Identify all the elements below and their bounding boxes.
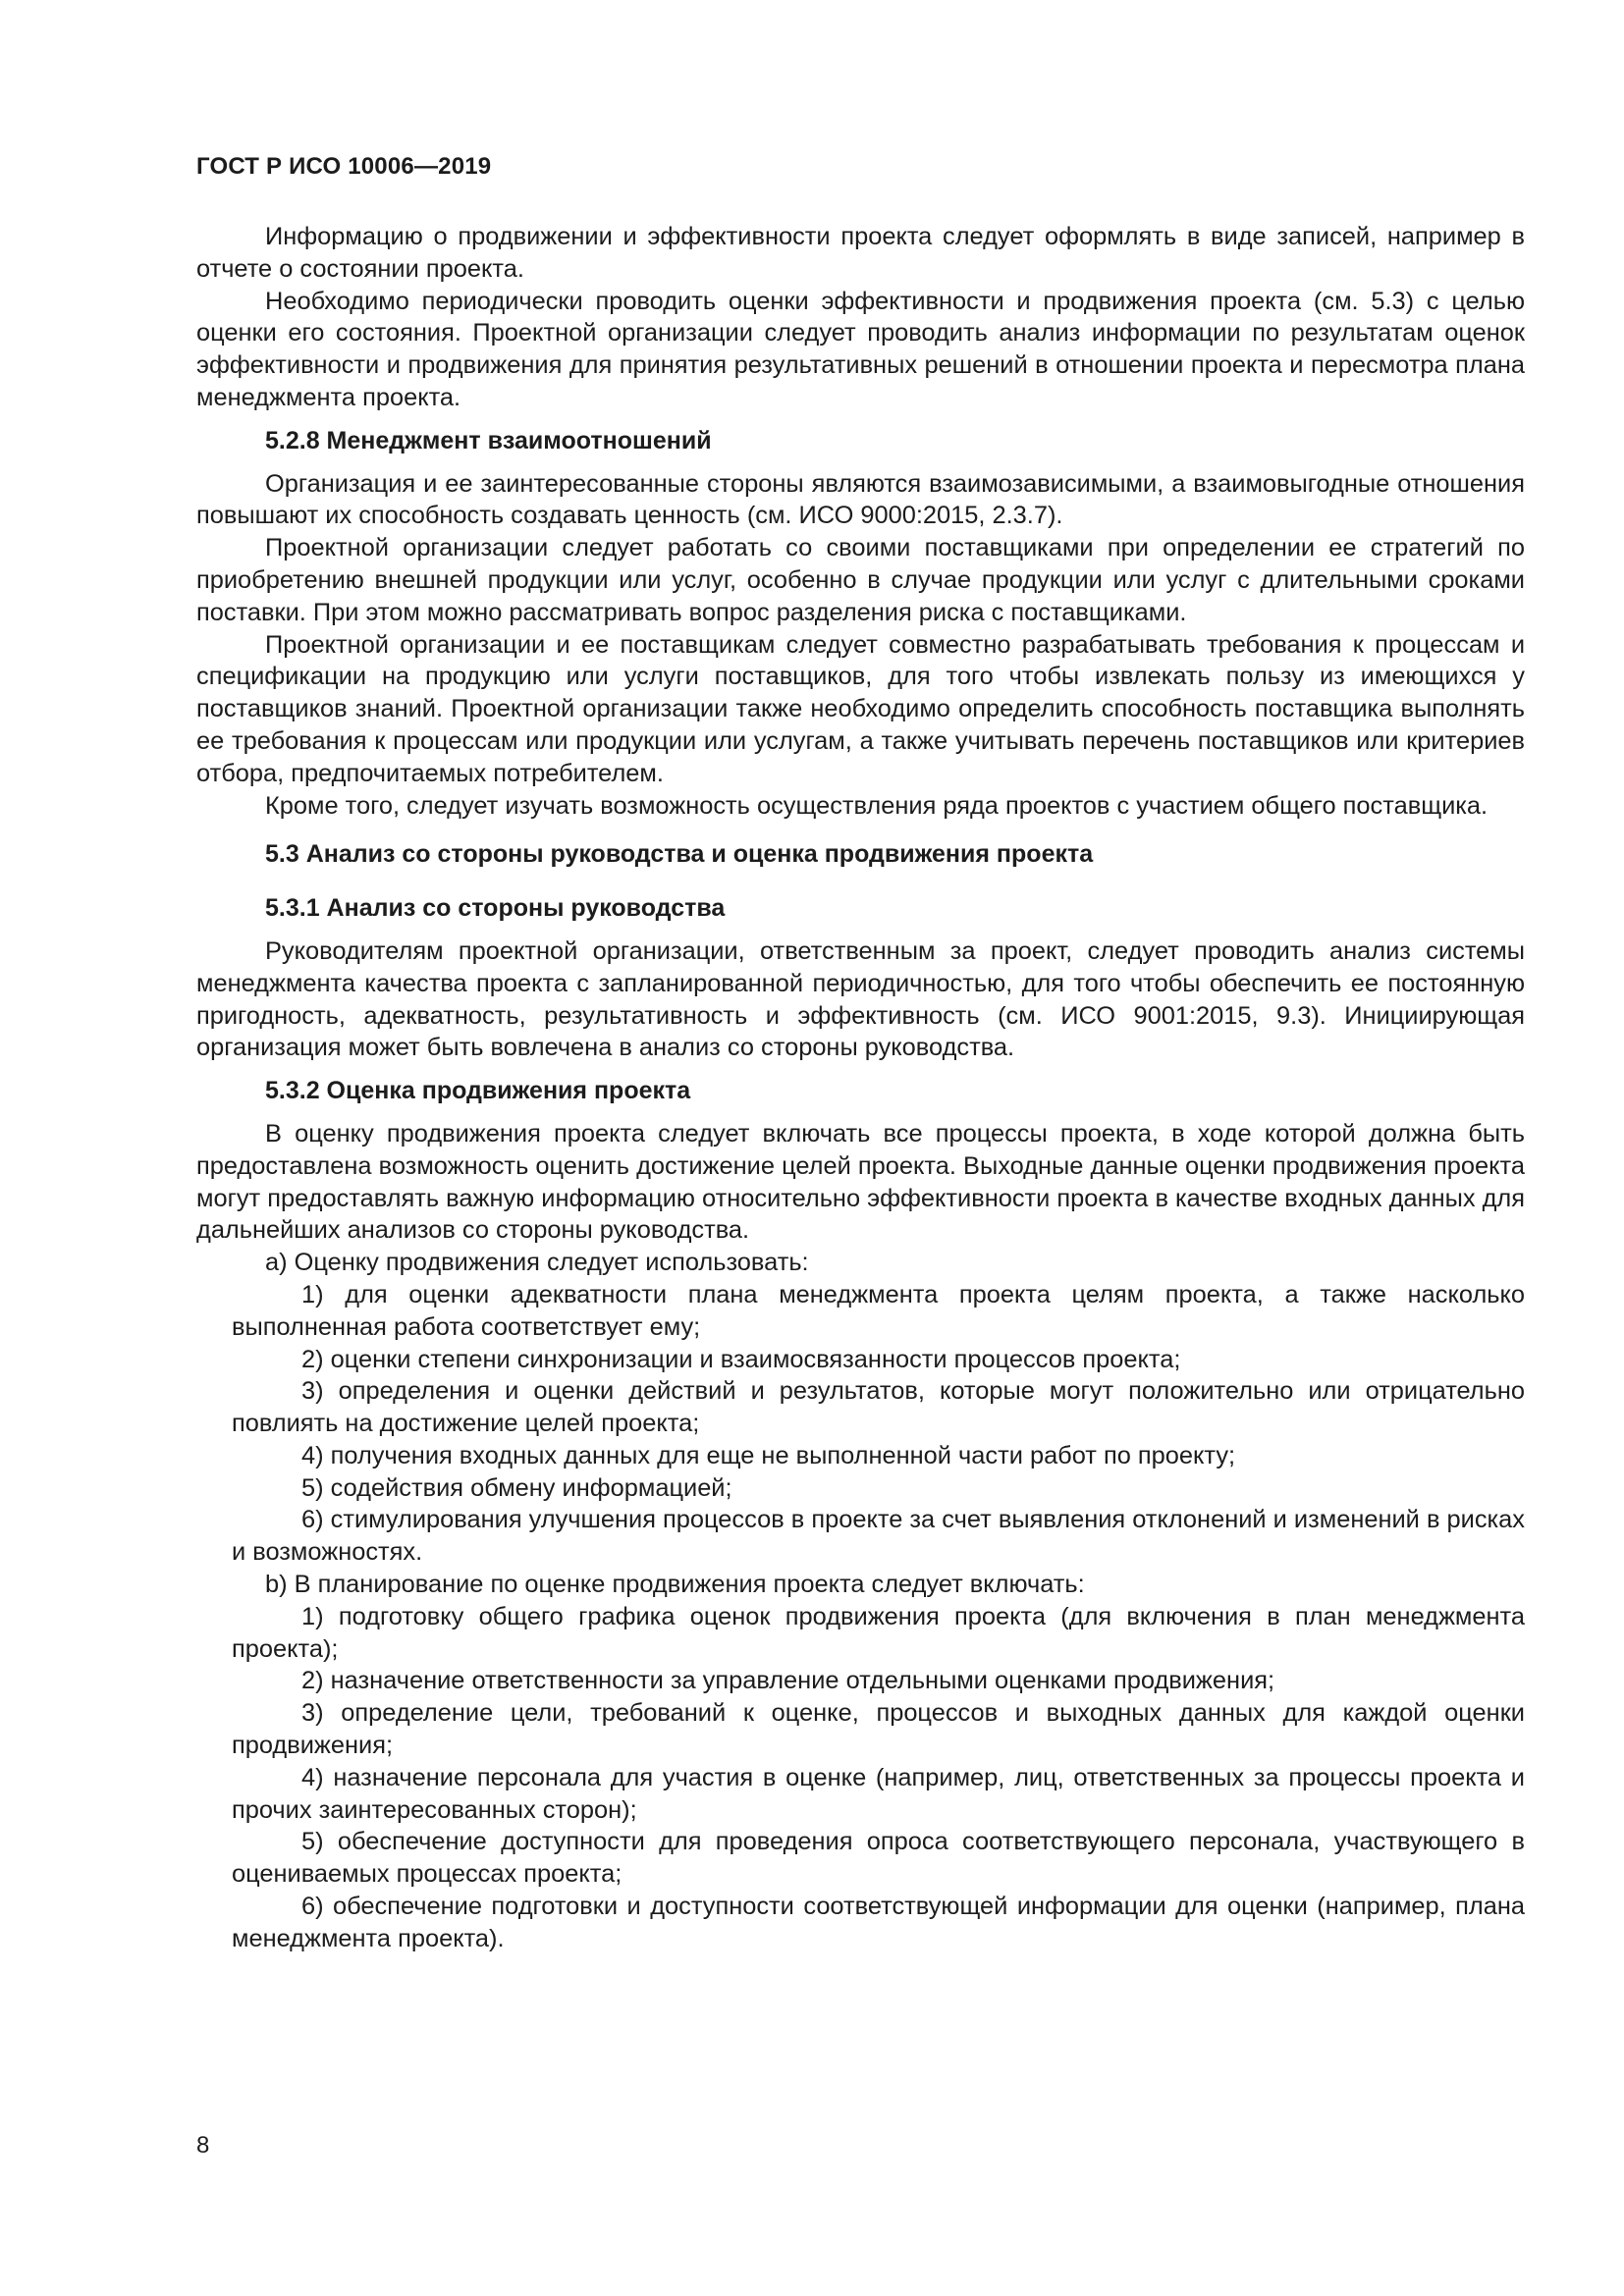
paragraph: Проектной организации следует работать со своими поставщиками при определении ее стратегий по приобретению внешней продукции или услуг, особенно в случае продукции или услуг с длительными сроками поставки. При этом можно рассматривать вопрос разделения риска с поставщиками. [196,534,1525,626]
paragraph: Информацию о продвижении и эффективности проекта следует оформлять в виде записей, например в отчете о состоянии проекта. [196,223,1525,283]
list-item: 3) определения и оценки действий и результатов, которые могут положительно или отрицательно повлиять на достижение целей проекта; [232,1377,1525,1438]
list-item: 3) определение цели, требований к оценке, процессов и выходных данных для каждой оценки продвижения; [232,1699,1525,1760]
list-item: 1) для оценки адекватности плана менеджмента проекта целям проекта, а также насколько выполненная работа соответствует ему; [232,1280,1525,1341]
paragraph: Руководителям проектной организации, ответственным за проект, следует проводить анализ системы менеджмента качества проекта с запланированной периодичностью, для того чтобы обеспечить ее постоянную пригодность, адекватность, результативность и эффективность (см. ИСО 9001:2015, 9.3). Инициирующая организация может быть вовлечена в анализ со стороны руководства. [196,936,1525,1062]
list-item: 4) получения входных данных для еще не выполненной части работ по проекту; [301,1441,1236,1469]
paragraph: Кроме того, следует изучать возможность осуществления ряда проектов с участием общего поставщика. [265,791,1489,820]
paragraph: Проектной организации и ее поставщикам следует совместно разрабатывать требования к процессам и спецификации на продукцию или услуги поставщиков, для того чтобы извлекать пользу из имеющихся у поставщиков знаний. Проектной организации также необходимо определить способность поставщика выполнять ее требования к процессам или продукции или услугам, а также учитывать перечень поставщиков или критериев отбора, предпочитаемых потребителем. [196,630,1525,787]
list-item: 5) обеспечение доступности для проведения опроса соответствующего персонала, участвующего в оцениваемых процессах проекта; [232,1828,1525,1889]
list-item: 4) назначение персонала для участия в оценке (например, лиц, ответственных за процессы проекта и прочих заинтересованных сторон); [232,1763,1525,1824]
section-heading-5-3: 5.3 Анализ со стороны руководства и оценка продвижения проекта [265,840,1094,869]
list-item: 6) обеспечение подготовки и доступности соответствующей информации для оценки (например, плана менеджмента проекта). [232,1893,1525,1952]
paragraph: В оценку продвижения проекта следует включать все процессы проекта, в ходе которой должна быть предоставлена возможность оценить достижение целей проекта. Выходные данные оценки продвижения проекта могут предоставлять важную информацию относительно эффективности проекта в качестве входных данных для дальнейших анализов со стороны руководства. [196,1119,1525,1245]
section-heading-5-3-1: 5.3.1 Анализ со стороны руководства [265,894,726,923]
paragraph: Необходимо периодически проводить оценки эффективности и продвижения проекта (см. 5.3) с целью оценки его состояния. Проектной организации следует проводить анализ информации по результатам оценок эффективности и продвижения для принятия результативных решений в отношении проекта и пересмотра плана менеджмента проекта. [196,287,1525,411]
list-item-a: a) Оценку продвижения следует использовать: [265,1249,809,1277]
section-heading-5-3-2: 5.3.2 Оценка продвижения проекта [265,1077,691,1105]
document-body [196,221,1525,1955]
page-number: 8 [196,2132,210,2159]
paragraph: Организация и ее заинтересованные стороны являются взаимозависимыми, а взаимовыгодные отношения повышают их способность создавать ценность (см. ИСО 9000:2015, 2.3.7). [196,469,1525,530]
section-heading-5-2-8: 5.2.8 Менеджмент взаимоотношений [265,426,712,454]
list-item-b: b) В планирование по оценке продвижения проекта следует включать: [265,1571,1085,1599]
list-item: 5) содействия обмену информацией; [301,1473,732,1502]
list-item: 1) подготовку общего графика оценок продвижения проекта (для включения в план менеджмента проекта); [232,1602,1525,1663]
document-header: ГОСТ Р ИСО 10006—2019 [196,153,492,180]
list-item: 6) стимулирования улучшения процессов в проекте за счет выявления отклонений и изменений в рисках и возможностях. [232,1506,1525,1567]
list-item: 2) оценки степени синхронизации и взаимосвязанности процессов проекта; [301,1345,1181,1373]
list-item: 2) назначение ответственности за управление отдельными оценками продвижения; [301,1667,1275,1695]
